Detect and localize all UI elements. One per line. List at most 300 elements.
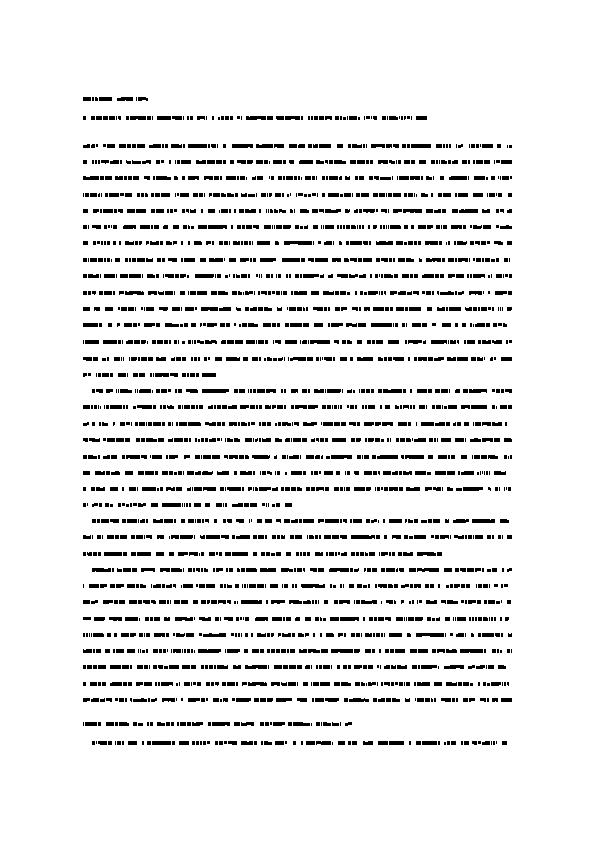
glyph-mark: [84, 471, 87, 475]
glyph-mark: [187, 193, 189, 197]
glyph-mark: [233, 422, 234, 425]
glyph-mark: [393, 666, 395, 669]
glyph-mark: [340, 176, 342, 180]
glyph-mark: [278, 193, 281, 197]
glyph-mark: [173, 225, 177, 229]
glyph-mark: [384, 535, 387, 539]
glyph-mark: [332, 438, 334, 442]
word-block: [505, 422, 507, 426]
glyph-mark: [273, 258, 276, 261]
glyph-mark: [141, 307, 143, 310]
glyph-mark: [492, 405, 495, 409]
glyph-mark: [404, 405, 408, 408]
glyph-mark: [266, 552, 270, 556]
glyph-mark: [267, 471, 270, 474]
glyph-mark: [489, 323, 490, 327]
word-block: [234, 389, 245, 393]
glyph-mark: [511, 633, 512, 637]
glyph-mark: [337, 323, 339, 327]
glyph-mark: [245, 291, 248, 295]
glyph-mark: [133, 225, 134, 228]
glyph-mark: [233, 665, 236, 669]
glyph-mark: [113, 340, 117, 344]
glyph-mark: [385, 405, 387, 409]
glyph-mark: [466, 584, 470, 588]
glyph-mark: [184, 405, 187, 409]
glyph-mark: [107, 438, 109, 442]
word-block: [182, 665, 196, 669]
glyph-mark: [115, 665, 119, 669]
glyph-mark: [264, 193, 266, 197]
word-block: [83, 323, 102, 327]
glyph-mark: [143, 585, 146, 588]
glyph-mark: [265, 291, 267, 295]
glyph-mark: [428, 519, 432, 523]
glyph-mark: [243, 144, 246, 148]
glyph-mark: [307, 423, 311, 426]
glyph-mark: [232, 535, 235, 539]
word-block: [103, 144, 115, 148]
glyph-mark: [212, 422, 216, 426]
word-block: [137, 665, 150, 669]
glyph-mark: [420, 259, 422, 262]
word-block: [462, 323, 466, 327]
glyph-mark: [158, 340, 159, 344]
glyph-mark: [107, 258, 108, 262]
glyph-mark: [113, 116, 115, 120]
glyph-mark: [205, 438, 208, 442]
glyph-mark: [418, 340, 422, 343]
glyph-mark: [187, 405, 190, 409]
glyph-mark: [95, 471, 99, 475]
glyph-mark: [184, 535, 188, 539]
glyph-mark: [172, 258, 173, 262]
word-block: [437, 291, 464, 295]
word-block: [340, 357, 347, 361]
glyph-mark: [189, 552, 190, 556]
glyph-mark: [204, 274, 207, 278]
glyph-mark: [174, 357, 175, 361]
glyph-mark: [495, 456, 498, 459]
word-block: [220, 584, 232, 588]
glyph-mark: [168, 274, 170, 278]
glyph-mark: [88, 225, 89, 229]
word-block: [201, 665, 228, 669]
glyph-mark: [85, 241, 88, 245]
glyph-mark: [440, 405, 441, 409]
glyph-mark: [359, 275, 363, 278]
glyph-mark: [176, 357, 180, 361]
glyph-mark: [248, 144, 250, 147]
glyph-mark: [118, 389, 119, 393]
glyph-mark: [147, 323, 151, 327]
glyph-mark: [503, 291, 507, 294]
glyph-mark: [103, 600, 104, 604]
word-block: [507, 535, 512, 539]
glyph-mark: [388, 307, 389, 311]
glyph-mark: [237, 116, 240, 119]
glyph-mark: [460, 617, 463, 621]
glyph-mark: [135, 241, 138, 245]
glyph-mark: [173, 535, 175, 538]
glyph-mark: [223, 503, 224, 507]
glyph-mark: [285, 649, 286, 653]
glyph-mark: [194, 535, 195, 539]
glyph-mark: [480, 160, 481, 164]
word-block: [139, 633, 150, 637]
glyph-mark: [169, 552, 173, 556]
glyph-mark: [391, 649, 394, 653]
glyph-mark: [363, 241, 364, 244]
glyph-mark: [201, 584, 205, 588]
word-block: [243, 357, 248, 361]
word-block: [148, 291, 175, 295]
glyph-mark: [402, 323, 405, 327]
glyph-mark: [299, 144, 301, 148]
glyph-mark: [212, 340, 215, 343]
glyph-mark: [297, 535, 300, 539]
glyph-mark: [186, 503, 188, 507]
glyph-mark: [97, 617, 99, 621]
word-block: [241, 193, 257, 197]
word-block: [342, 340, 352, 344]
glyph-mark: [355, 291, 357, 295]
glyph-mark: [357, 357, 359, 361]
glyph-mark: [262, 144, 265, 148]
glyph-mark: [511, 439, 512, 442]
glyph-mark: [367, 340, 371, 344]
glyph-mark: [457, 422, 459, 426]
glyph-mark: [494, 617, 496, 621]
glyph-mark: [416, 519, 417, 523]
glyph-mark: [276, 552, 280, 556]
glyph-mark: [319, 665, 322, 669]
word-block: [404, 160, 415, 164]
glyph-mark: [411, 116, 412, 120]
glyph-mark: [320, 438, 324, 442]
glyph-mark: [278, 503, 279, 507]
glyph-mark: [221, 116, 224, 120]
glyph-mark: [122, 307, 124, 311]
glyph-mark: [308, 584, 309, 588]
glyph-mark: [366, 553, 368, 556]
glyph-mark: [434, 210, 438, 213]
glyph-mark: [301, 307, 302, 311]
glyph-mark: [249, 291, 253, 294]
glyph-mark: [131, 340, 133, 344]
glyph-mark: [250, 487, 252, 490]
glyph-mark: [274, 389, 276, 393]
glyph-mark: [328, 275, 331, 278]
word-block: [473, 422, 502, 426]
glyph-mark: [221, 584, 223, 588]
glyph-mark: [385, 291, 386, 295]
glyph-mark: [139, 161, 141, 164]
glyph-mark: [293, 600, 295, 604]
glyph-mark: [234, 323, 236, 326]
glyph-mark: [141, 209, 143, 213]
glyph-mark: [313, 649, 314, 653]
glyph-mark: [248, 503, 249, 507]
glyph-mark: [250, 405, 251, 409]
glyph-mark: [258, 617, 260, 621]
glyph-mark: [110, 97, 112, 101]
glyph-mark: [425, 340, 426, 344]
glyph-mark: [228, 406, 232, 409]
glyph-mark: [358, 323, 362, 327]
glyph-mark: [289, 569, 293, 572]
word-block: [364, 307, 370, 311]
glyph-mark: [213, 160, 215, 164]
word-block: [321, 225, 334, 229]
glyph-mark: [178, 568, 180, 572]
glyph-mark: [166, 455, 168, 459]
word-block: [437, 307, 461, 311]
glyph-mark: [390, 438, 391, 442]
glyph-mark: [414, 176, 415, 179]
glyph-mark: [455, 258, 457, 262]
glyph-mark: [94, 487, 95, 491]
glyph-mark: [218, 600, 219, 604]
glyph-mark: [450, 535, 451, 539]
glyph-mark: [103, 456, 107, 459]
glyph-mark: [488, 665, 492, 669]
glyph-mark: [508, 633, 509, 637]
word-block: [431, 535, 451, 539]
glyph-mark: [334, 389, 338, 393]
glyph-mark: [156, 209, 157, 213]
glyph-mark: [477, 389, 481, 393]
glyph-mark: [500, 519, 502, 523]
glyph-mark: [481, 389, 482, 392]
glyph-mark: [479, 176, 480, 180]
glyph-mark: [238, 225, 241, 229]
glyph-mark: [144, 455, 146, 459]
glyph-mark: [356, 438, 360, 442]
glyph-mark: [489, 584, 490, 588]
glyph-mark: [439, 487, 440, 491]
glyph-mark: [283, 617, 285, 621]
glyph-mark: [172, 324, 176, 327]
glyph-mark: [419, 160, 423, 164]
glyph-mark: [415, 455, 418, 459]
glyph-mark: [208, 519, 209, 523]
glyph-mark: [129, 258, 131, 262]
glyph-mark: [320, 553, 321, 556]
glyph-mark: [190, 471, 194, 475]
word-block: [471, 633, 474, 637]
glyph-mark: [270, 389, 273, 392]
glyph-mark: [129, 242, 133, 245]
glyph-mark: [349, 323, 352, 326]
glyph-mark: [371, 176, 373, 180]
glyph-mark: [373, 225, 376, 229]
glyph-mark: [277, 471, 280, 475]
glyph-mark: [336, 471, 340, 475]
glyph-mark: [310, 340, 311, 344]
glyph-mark: [190, 209, 191, 213]
glyph-mark: [303, 649, 306, 653]
word-block: [204, 176, 222, 180]
glyph-mark: [485, 258, 486, 262]
word-block: [263, 323, 280, 327]
glyph-mark: [351, 535, 352, 539]
glyph-mark: [439, 422, 440, 426]
glyph-mark: [507, 176, 509, 180]
glyph-mark: [419, 258, 420, 262]
glyph-mark: [125, 291, 127, 295]
glyph-mark: [211, 340, 212, 344]
glyph-mark: [227, 584, 228, 588]
glyph-mark: [448, 258, 450, 262]
glyph-mark: [438, 307, 439, 311]
glyph-mark: [230, 160, 234, 164]
glyph-mark: [225, 438, 226, 442]
glyph-mark: [294, 241, 298, 244]
word-block: [484, 600, 502, 604]
glyph-mark: [215, 291, 217, 295]
glyph-mark: [284, 258, 286, 262]
glyph-mark: [101, 258, 103, 262]
glyph-mark: [90, 682, 94, 686]
glyph-mark: [268, 209, 269, 213]
glyph-mark: [163, 405, 166, 409]
glyph-mark: [427, 274, 431, 278]
glyph-mark: [166, 241, 170, 245]
glyph-mark: [190, 160, 191, 164]
glyph-mark: [148, 291, 151, 295]
glyph-mark: [299, 323, 302, 327]
glyph-mark: [427, 617, 431, 621]
glyph-mark: [389, 552, 391, 556]
glyph-mark: [343, 584, 344, 588]
glyph-mark: [174, 472, 177, 475]
glyph-mark: [337, 568, 340, 571]
glyph-mark: [93, 176, 95, 180]
glyph-mark: [365, 438, 367, 442]
glyph-mark: [502, 307, 503, 311]
glyph-mark: [477, 487, 478, 491]
glyph-mark: [198, 144, 201, 148]
glyph-mark: [138, 503, 141, 507]
glyph-mark: [400, 291, 401, 295]
glyph-mark: [410, 176, 413, 180]
glyph-mark: [484, 274, 485, 278]
word-block: [419, 405, 427, 409]
glyph-mark: [87, 665, 91, 669]
word-block: [285, 472, 287, 475]
glyph-mark: [124, 323, 128, 327]
glyph-mark: [179, 422, 182, 426]
glyph-mark: [356, 487, 359, 491]
glyph-mark: [224, 455, 227, 458]
glyph-mark: [141, 292, 142, 295]
glyph-mark: [431, 274, 433, 278]
glyph-mark: [222, 340, 226, 344]
glyph-mark: [169, 536, 170, 539]
glyph-mark: [400, 519, 402, 523]
word-block: [422, 274, 444, 278]
glyph-mark: [404, 193, 407, 197]
glyph-mark: [351, 617, 355, 621]
glyph-mark: [446, 585, 449, 588]
word-block: [83, 600, 98, 604]
glyph-mark: [274, 209, 275, 213]
glyph-mark: [111, 259, 112, 262]
glyph-mark: [162, 438, 164, 442]
glyph-mark: [181, 519, 182, 523]
word-block: [393, 209, 422, 213]
glyph-mark: [325, 209, 326, 213]
glyph-mark: [317, 455, 320, 459]
glyph-mark: [507, 535, 509, 539]
glyph-mark: [311, 487, 314, 491]
glyph-mark: [206, 618, 208, 621]
glyph-mark: [389, 519, 390, 523]
glyph-mark: [105, 176, 108, 180]
glyph-mark: [373, 422, 374, 425]
glyph-mark: [278, 308, 281, 311]
glyph-mark: [199, 161, 202, 164]
glyph-mark: [115, 682, 119, 686]
glyph-mark: [368, 422, 372, 426]
glyph-mark: [386, 568, 387, 572]
glyph-mark: [384, 225, 385, 229]
glyph-mark: [203, 634, 206, 637]
glyph-mark: [489, 225, 491, 229]
word-block: [447, 487, 453, 491]
glyph-mark: [252, 357, 255, 361]
glyph-mark: [175, 535, 177, 539]
glyph-mark: [392, 161, 395, 164]
glyph-mark: [86, 617, 87, 620]
glyph-mark: [472, 617, 474, 621]
glyph-mark: [379, 633, 380, 637]
glyph-mark: [242, 323, 243, 327]
word-block: [350, 357, 353, 361]
glyph-mark: [83, 241, 85, 245]
glyph-mark: [155, 487, 156, 491]
glyph-mark: [221, 323, 225, 327]
glyph-mark: [85, 193, 89, 197]
glyph-mark: [261, 634, 265, 637]
glyph-mark: [169, 503, 170, 507]
glyph-mark: [174, 600, 178, 604]
glyph-mark: [505, 324, 507, 327]
glyph-mark: [114, 160, 115, 164]
glyph-mark: [199, 553, 200, 556]
glyph-mark: [154, 291, 157, 295]
glyph-mark: [196, 584, 198, 587]
word-block: [415, 471, 431, 475]
glyph-mark: [341, 274, 344, 278]
word-block: [382, 116, 412, 120]
word-block: [318, 519, 347, 523]
glyph-mark: [378, 471, 379, 474]
glyph-mark: [371, 535, 372, 539]
glyph-mark: [121, 373, 125, 377]
glyph-mark: [326, 665, 330, 669]
glyph-mark: [238, 503, 239, 507]
glyph-mark: [139, 665, 142, 669]
glyph-mark: [152, 390, 153, 393]
glyph-mark: [282, 584, 283, 588]
glyph-mark: [341, 455, 344, 459]
glyph-mark: [439, 617, 440, 621]
glyph-mark: [158, 665, 159, 668]
glyph-mark: [342, 389, 343, 393]
word-block: [276, 274, 281, 278]
